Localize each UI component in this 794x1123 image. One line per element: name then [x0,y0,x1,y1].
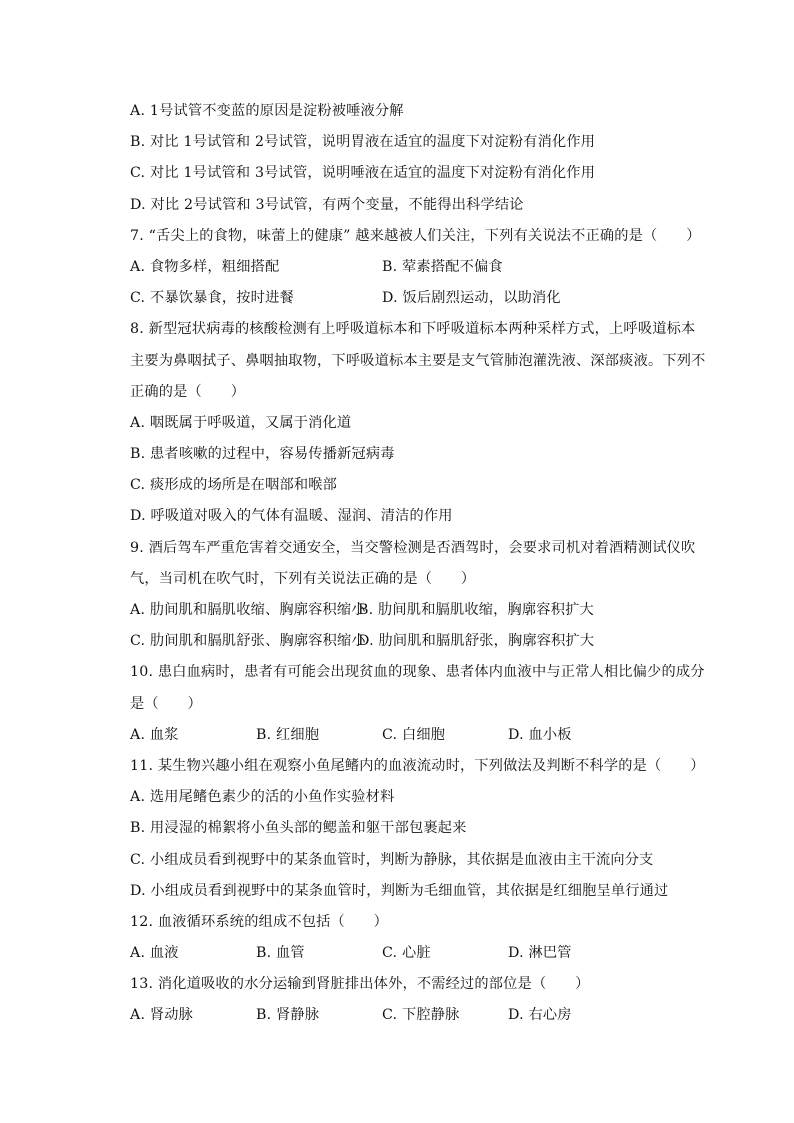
q12-stem: 12. 血液循环系统的组成不包括（ ） [130,913,389,930]
q12-option-c: C. 心脏 [382,945,431,962]
q12-option-d: D. 淋巴管 [508,945,572,962]
exam-page [130,96,710,1032]
q8-stem-line-3: 正确的是（ ） [130,383,246,400]
q12-options-row [130,938,710,969]
q9-option-d: D. 肋间肌和膈肌舒张，胸廓容积扩大 [358,633,595,650]
q13-stem: 13. 消化道吸收的水分运输到肾脏排出体外，不需经过的部位是（ ） [130,976,590,993]
q10-stem-line-1: 10. 患白血病时，患者有可能会出现贫血的现象、患者体内血液中与正常人相比偏少的成分 [130,664,705,681]
q7-options-row-1 [130,252,710,283]
q10-option-b: B. 红细胞 [256,726,320,743]
q6-option-b: B. 对比 1号试管和 2号试管，说明胃液在适宜的温度下对淀粉有消化作用 [130,134,596,151]
q13-option-c: C. 下腔静脉 [382,1007,460,1024]
q11-option-d: D. 小组成员看到视野中的某条血管时，判断为毛细血管，其依据是红细胞呈单行通过 [130,882,669,899]
q6-option-c: C. 对比 1号试管和 3号试管，说明唾液在适宜的温度下对淀粉有消化作用 [130,165,596,182]
q7-options-row-2 [130,283,710,314]
q6-option-a: A. 1号试管不变蓝的原因是淀粉被唾液分解 [130,103,404,119]
q8-stem-line-1: 8. 新型冠状病毒的核酸检测有上呼吸道标本和下呼吸道标本两种采样方式，上呼吸道标本 [130,321,696,338]
q9-stem-line-1: 9. 酒后驾车严重危害着交通安全，当交警检测是否酒驾时，会要求司机对着酒精测试仪吹 [130,539,696,556]
q11-option-b: B. 用浸湿的棉絮将小鱼头部的鳃盖和躯干部包裹起来 [130,820,467,837]
q9-options-row-1 [130,595,710,626]
q10-stem-line-2: 是（ ） [130,695,202,712]
q6-option-d: D. 对比 2号试管和 3号试管，有两个变量，不能得出科学结论 [130,196,524,213]
q13-option-a: A. 肾动脉 [130,1007,194,1024]
q8-option-c: C. 痰形成的场所是在咽部和喉部 [130,477,338,494]
q12-option-a: A. 血液 [130,945,179,962]
q7-stem: 7. “舌尖上的食物，味蕾上的健康” 越来越被人们关注，下列有关说法不正确的是（ ） [130,227,701,244]
q13-option-d: D. 右心房 [508,1007,572,1024]
q10-option-c: C. 白细胞 [382,726,446,743]
q11-stem: 11. 某生物兴趣小组在观察小鱼尾鳍内的血液流动时，下列做法及判断不科学的是（ ） [130,757,705,774]
q10-options-row [130,720,710,751]
q11-option-c: C. 小组成员看到视野中的某条血管时，判断为静脉，其依据是血液由主干流向分支 [130,851,654,868]
q9-option-a: A. 肋间肌和膈肌收缩、胸廓容积缩小 [130,602,366,618]
q7-option-a: A. 食物多样，粗细搭配 [130,258,280,275]
q8-stem-line-2: 主要为鼻咽拭子、鼻咽抽取物，下呼吸道标本主要是支气管肺泡灌洗液、深部痰液。下列不 [130,352,706,369]
q7-option-b: B. 荤素搭配不偏食 [382,258,503,275]
q9-stem-line-2: 气，当司机在吹气时，下列有关说法正确的是（ ） [130,570,476,587]
q7-option-c: C. 不暴饮暴食，按时进餐 [130,290,294,307]
q11-option-a: A. 选用尾鳍色素少的活的小鱼作实验材料 [130,789,395,806]
q9-option-b: B. 肋间肌和膈肌收缩，胸廓容积扩大 [358,602,594,618]
q13-option-b: B. 肾静脉 [256,1007,320,1024]
q8-option-b: B. 患者咳嗽的过程中，容易传播新冠病毒 [130,446,395,463]
q8-option-d: D. 呼吸道对吸入的气体有温暖、湿润、清洁的作用 [130,508,453,525]
q13-options-row [130,1000,710,1031]
q8-option-a: A. 咽既属于呼吸道，又属于消化道 [130,414,352,431]
q9-options-row-2 [130,626,710,657]
q7-option-d: D. 饭后剧烈运动，以助消化 [382,290,561,307]
q9-option-c: C. 肋间肌和膈肌舒张、胸廓容积缩小 [130,633,366,650]
q10-option-d: D. 血小板 [508,726,572,743]
q12-option-b: B. 血管 [256,945,305,962]
q10-option-a: A. 血浆 [130,726,179,743]
